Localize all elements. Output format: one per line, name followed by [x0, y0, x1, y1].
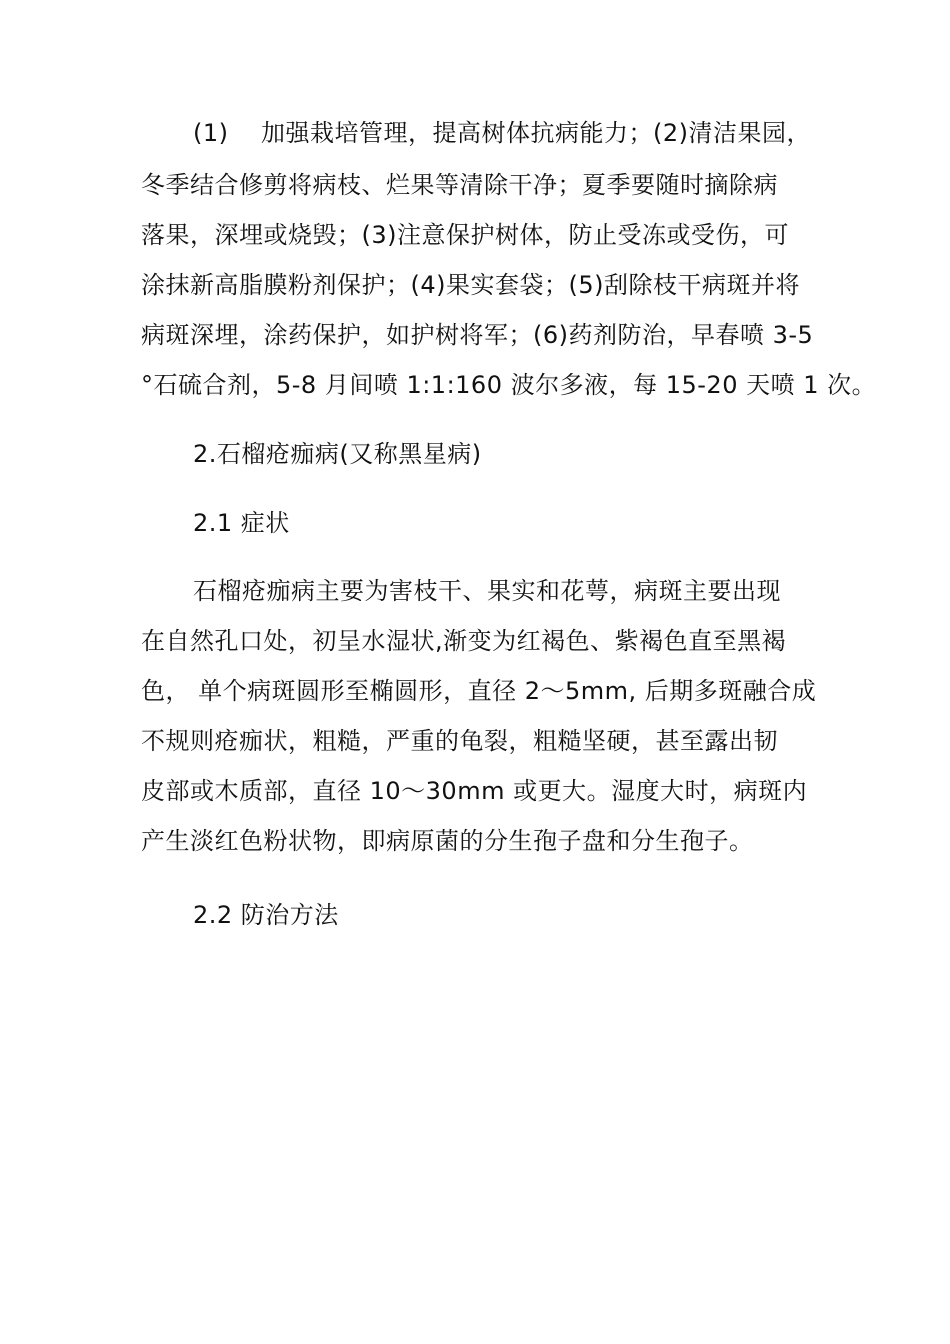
paragraph-line: 产生淡红色粉状物，即病原菌的分生孢子盘和分生孢子。 — [141, 827, 754, 855]
paragraph-line: 在自然孔口处，初呈水湿状,渐变为红褐色、紫褐色直至黑褐 — [141, 627, 787, 655]
paragraph-line: 石榴疮痂病主要为害枝干、果实和花萼，病斑主要出现 — [193, 577, 781, 605]
paragraph-line: 病斑深埋，涂药保护，如护树将军；(6)药剂防治，早春喷 3-5 — [141, 321, 814, 349]
paragraph-line: 色， 单个病斑圆形至椭圆形，直径 2～5mm, 后期多斑融合成 — [141, 677, 817, 705]
paragraph-line: 落果，深埋或烧毁；(3)注意保护树体，防止受冻或受伤，可 — [141, 221, 789, 249]
subsection-heading: 2.2 防治方法 — [193, 901, 339, 929]
paragraph-line: (1) 加强栽培管理，提高树体抗病能力；(2)清洁果园， — [193, 119, 812, 147]
subsection-heading: 2.1 症状 — [193, 509, 290, 537]
paragraph-line: 涂抹新高脂膜粉剂保护；(4)果实套袋；(5)刮除枝干病斑并将 — [141, 271, 800, 299]
paragraph-line: 冬季结合修剪将病枝、烂果等清除干净；夏季要随时摘除病 — [141, 171, 778, 199]
paragraph-line: °石硫合剂，5-8 月间喷 1:1:160 波尔多液，每 15-20 天喷 1 次。 — [141, 371, 877, 399]
paragraph-line: 皮部或木质部，直径 10～30mm 或更大。湿度大时，病斑内 — [141, 777, 808, 805]
section-heading: 2.石榴疮痂病(又称黑星病) — [193, 440, 482, 468]
paragraph-line: 不规则疮痂状，粗糙，严重的龟裂，粗糙坚硬，甚至露出韧 — [141, 727, 778, 755]
